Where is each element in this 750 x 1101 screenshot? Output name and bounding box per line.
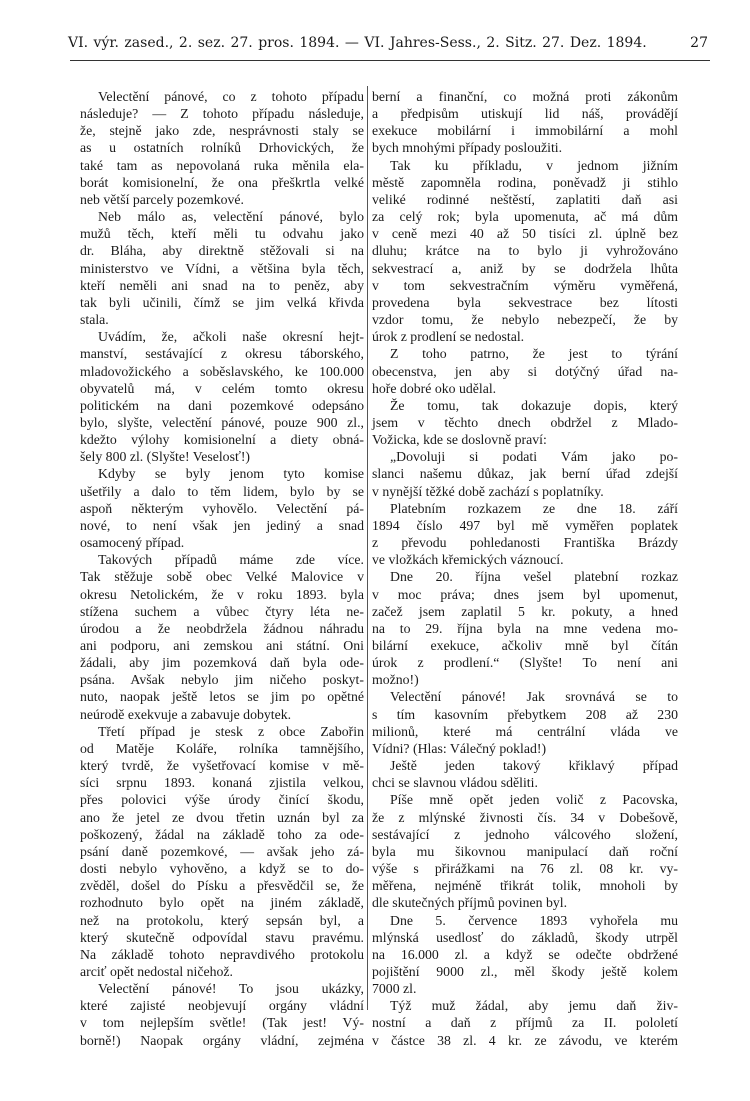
- text-line: jsem v těchto dnech obdržel z Mlado-: [372, 414, 678, 430]
- text-line: s tím kasovním přebytkem 208 až 230: [372, 706, 678, 722]
- text-line: ano že jetel ze dvou třetin uznán byl za: [80, 809, 364, 825]
- text-line: přes polovici výše úrody činící škodu,: [80, 792, 364, 808]
- text-line: úrodou a že neobdržela žádnou náhradu: [80, 620, 364, 636]
- text-line: arciť opět nedostal ničehož.: [80, 963, 233, 979]
- text-line: bilární exekuce, ačkoliv mně byl čítán: [372, 638, 678, 653]
- text-line: mladovožického a soběslavského, ke 100.000: [80, 363, 364, 379]
- text-line: Platebním rozkazem ze dne 18. září: [390, 500, 678, 516]
- text-line: veliké rodinné neštěstí, zaplatiti daň asi: [372, 191, 678, 207]
- text-line: pojištění 9000 zl., měl škody ještě kolem: [372, 963, 678, 979]
- text-line: Na základě tohoto nepravdivého protokolu: [80, 946, 364, 962]
- text-line: v ceně mezi 40 až 50 tisíci zl. úplně bez: [372, 226, 678, 242]
- header-rule: [70, 60, 710, 61]
- text-line: ušetřily a dalo to těm lidem, bylo by se: [80, 483, 364, 499]
- text-line: tak byli učinili, čímž se jim velká křivda: [80, 294, 364, 310]
- text-line: Dne 5. července 1893 vyhořela mu: [390, 912, 678, 928]
- text-line: bych mnohými případy posloužiti.: [372, 140, 563, 156]
- text-line: také tam as nepovolaná ruka měnila ela-: [80, 157, 364, 173]
- text-line: v moc práva; dnes jsem byl upomenut,: [372, 586, 678, 602]
- text-line: kteří neměli ani snad na to peněz, aby: [80, 277, 364, 293]
- text-line: Neb málo as, velectění pánové, bylo: [98, 209, 364, 225]
- text-line: sekvestrací a, aniž by se dodržela lhůta: [372, 260, 678, 276]
- text-line: neb větší parcely pozemkové.: [80, 191, 244, 207]
- text-line: 1894 číslo 497 byl mě vyměřen poplatek: [372, 517, 678, 533]
- header-title: VI. výr. zased., 2. sez. 27. pros. 1894. — VI. Jahres-Sess., 2. Sitz. 27. Dez. 1894.: [68, 35, 647, 51]
- text-line: as u ostatních rolníků Drhovických, že: [80, 140, 364, 156]
- text-line: bylo, slyšte, velectění pánové, pouze 900 zl.,: [80, 414, 364, 430]
- text-line: Ještě jeden takový křiklavý případ: [390, 758, 678, 774]
- text-line: vzdor tomu, že nebylo nebezpečí, že by: [372, 312, 678, 328]
- text-line: poškozený, žádal na základě toho za ode-: [80, 826, 364, 842]
- text-line: začež jsem zaplatil 5 kr. pokuty, a hned: [372, 603, 678, 619]
- text-line: nostní a daň z příjmů za II. pololetí: [372, 1015, 678, 1031]
- text-line: a předpisům utiskují lid náš, provádějí: [372, 106, 678, 122]
- text-line: hoře dobré oko udělal.: [372, 380, 497, 396]
- text-line: za celý rok; byla upomenuta, ač má dům: [372, 209, 678, 225]
- text-line: aspoň některým vyhovělo. Velectění pá-: [80, 500, 364, 516]
- text-line: 7000 zl.: [372, 981, 417, 997]
- text-line: stala.: [80, 312, 109, 328]
- text-line: mužů těch, kteří měli tu odvahu jako: [80, 226, 364, 242]
- text-line: Z toho patrno, že jest to týrání: [390, 346, 678, 362]
- text-line: nové, to není však jen jediný a snad: [80, 517, 364, 533]
- text-line: v tom sekvestračním výměru vyměřená,: [372, 277, 678, 293]
- text-line: od Matěje Koláře, rolníka tamnějšího,: [80, 740, 364, 756]
- text-line: dle skutečných příjmů povinen byl.: [372, 895, 568, 911]
- text-line: Velectění pánové! To jsou ukázky,: [98, 981, 364, 997]
- text-line: Dne 20. října vešel platební rozkaz: [390, 569, 678, 585]
- text-line: Velectění pánové, co z tohoto případu: [98, 89, 364, 104]
- text-line: Velectění pánové! Jak srovnává se to: [390, 689, 678, 705]
- right-column: [372, 88, 678, 1049]
- text-line: obyvatelů má, v celém tomto okresu: [80, 380, 364, 396]
- text-line: osamocený případ.: [80, 535, 185, 551]
- text-line: psání daně pozemkové, — avšak jeho zá-: [80, 843, 364, 859]
- page-number: 27: [690, 35, 708, 51]
- text-line: dluhu; krátce na to bylo ji vyhrožováno: [372, 243, 678, 259]
- page-header: [68, 34, 708, 52]
- text-line: politickém na dani pozemkové odepsáno: [80, 397, 364, 413]
- text-line: výše s přirážkami na 76 zl. 08 kr. vy-: [372, 861, 678, 877]
- text-line: než na protokolu, který sepsán byl, a: [80, 912, 364, 928]
- text-line: že, stejně jako zde, nesprávnosti staly se: [80, 123, 364, 139]
- text-line: Vožicka, kde se doslovně praví:: [372, 432, 547, 448]
- text-line: který tvrdě, že vyšetřovací komise v mě-: [80, 758, 364, 774]
- text-line: borát komisionelní, že ona přeškrtla velké: [80, 174, 364, 190]
- text-line: městě zapomněla rodina, poněvadž ji stihlo: [372, 174, 678, 190]
- text-line: možno!): [372, 672, 419, 688]
- text-line: Tak ku příkladu, v jednom jižním: [390, 157, 678, 173]
- text-line: ministerstvo ve Vídni, a většina byla těch,: [80, 260, 364, 276]
- text-line: Že tomu, tak dokazuje dopis, který: [390, 397, 678, 413]
- text-line: nuto, naopak ještě letos se jim po opětné: [80, 689, 364, 705]
- text-line: v tom nejlepším světle! (Tak jest! Vý-: [80, 1015, 364, 1031]
- text-line: mlýnská usedlosť do základů, škody utrpěl: [372, 929, 678, 945]
- text-line: sestávající z jednoho válcového složení,: [372, 826, 678, 842]
- text-line: byla mu šikovnou manipulací daň roční: [372, 843, 678, 859]
- text-line: chci se slavnou vládou sděliti.: [372, 775, 538, 791]
- text-line: Takových případů máme zde více.: [98, 552, 364, 568]
- text-line: borně!) Naopak orgány vládní, zejména: [80, 1032, 364, 1048]
- text-line: Vídni? (Hlas: Válečný poklad!): [372, 740, 547, 756]
- text-line: Třetí případ je stesk z obce Zabořin: [98, 723, 364, 739]
- text-line: z převodu pohledanosti Františka Brázdy: [372, 535, 678, 551]
- text-line: dosti nebylo vyhověno, a když se to do-: [80, 861, 364, 877]
- text-line: kdežto výlohy komisionelní a diety obná-: [80, 432, 364, 448]
- text-line: že z mlýnské živnosti čís. 34 v Dobešově,: [372, 809, 678, 825]
- text-line: psána. Avšak nebylo jim ničeho poskyt-: [80, 672, 364, 688]
- text-line: úrok z prodlení se nedostal.: [372, 329, 525, 345]
- column-divider: [367, 86, 368, 1010]
- text-line: který skutečně odpovídal stavu pravému.: [80, 929, 364, 945]
- text-line: síci srpnu 1893. konaná zjistila velkou,: [80, 775, 364, 791]
- text-line: berní a finanční, co možná proti zákonům: [372, 89, 678, 104]
- text-line: šely 800 zl. (Slyšte! Veselosť!): [80, 449, 251, 465]
- text-line: „Dovoluji si podati Vám jako po-: [390, 449, 678, 465]
- text-line: Tak stěžuje sobě obec Velké Malovice v: [80, 569, 364, 585]
- text-line: následuje? — Z tohoto případu následuje,: [80, 106, 364, 122]
- text-line: rozhodnuto bylo opět na jiném základě,: [80, 895, 364, 911]
- text-line: stížena suchem a vůbec čtyry léta ne-: [80, 603, 364, 619]
- text-line: provedena byla sekvestrace bez lítosti: [372, 294, 678, 310]
- text-line: ani podporu, ani zemskou ani státní. Oni: [80, 638, 364, 653]
- text-line: měřena, nejméně třikrát tolik, mnoholi by: [372, 878, 678, 894]
- text-line: exekuce mobilární i immobilární a mohl: [372, 123, 678, 139]
- text-line: žádali, aby jim pozemková daň byla ode-: [80, 655, 364, 671]
- text-line: manství, sestávající z okresu táborského,: [80, 346, 364, 362]
- text-line: úrok z prodlení.“ (Slyšte! To není ani: [372, 655, 678, 671]
- text-line: v částce 38 zl. 4 kr. ze závodu, ve kterém: [372, 1032, 678, 1048]
- text-line: Týž muž žádal, aby jemu daň živ-: [390, 998, 678, 1014]
- text-line: slanci našemu důkaz, jak berní úřad zdejší: [372, 466, 678, 482]
- text-line: na 16.000 zl. a když se odečte obdržené: [372, 946, 678, 962]
- text-line: okresu Netolickém, že v roku 1893. byla: [80, 586, 364, 602]
- text-line: které zajisté neobjevují orgány vládní: [80, 998, 364, 1014]
- text-line: milionů, které má centrální vláda ve: [372, 723, 678, 739]
- text-line: Píše mně opět jeden volič z Pacovska,: [390, 792, 678, 808]
- text-line: Uvádím, že, ačkoli naše okresní hejt-: [98, 329, 364, 345]
- text-line: Kdyby se byly jenom tyto komise: [98, 466, 364, 482]
- text-line: na to 29. října byla na mne vedena mo-: [372, 620, 678, 636]
- text-line: dr. Bláha, aby direktně stěžovali si na: [80, 243, 364, 259]
- left-column: [80, 88, 364, 1049]
- text-line: neúrodě exekvuje a zabavuje dobytek.: [80, 706, 292, 722]
- text-line: ve vložkách křemických váznoucí.: [372, 552, 564, 568]
- text-line: v nynější těžké době zachází s poplatníky.: [372, 483, 604, 499]
- text-line: obecenstva, jen aby si dotýčný úřad na-: [372, 363, 678, 379]
- text-line: zvěděl, došel do Písku a přesvědčil se, že: [80, 878, 364, 894]
